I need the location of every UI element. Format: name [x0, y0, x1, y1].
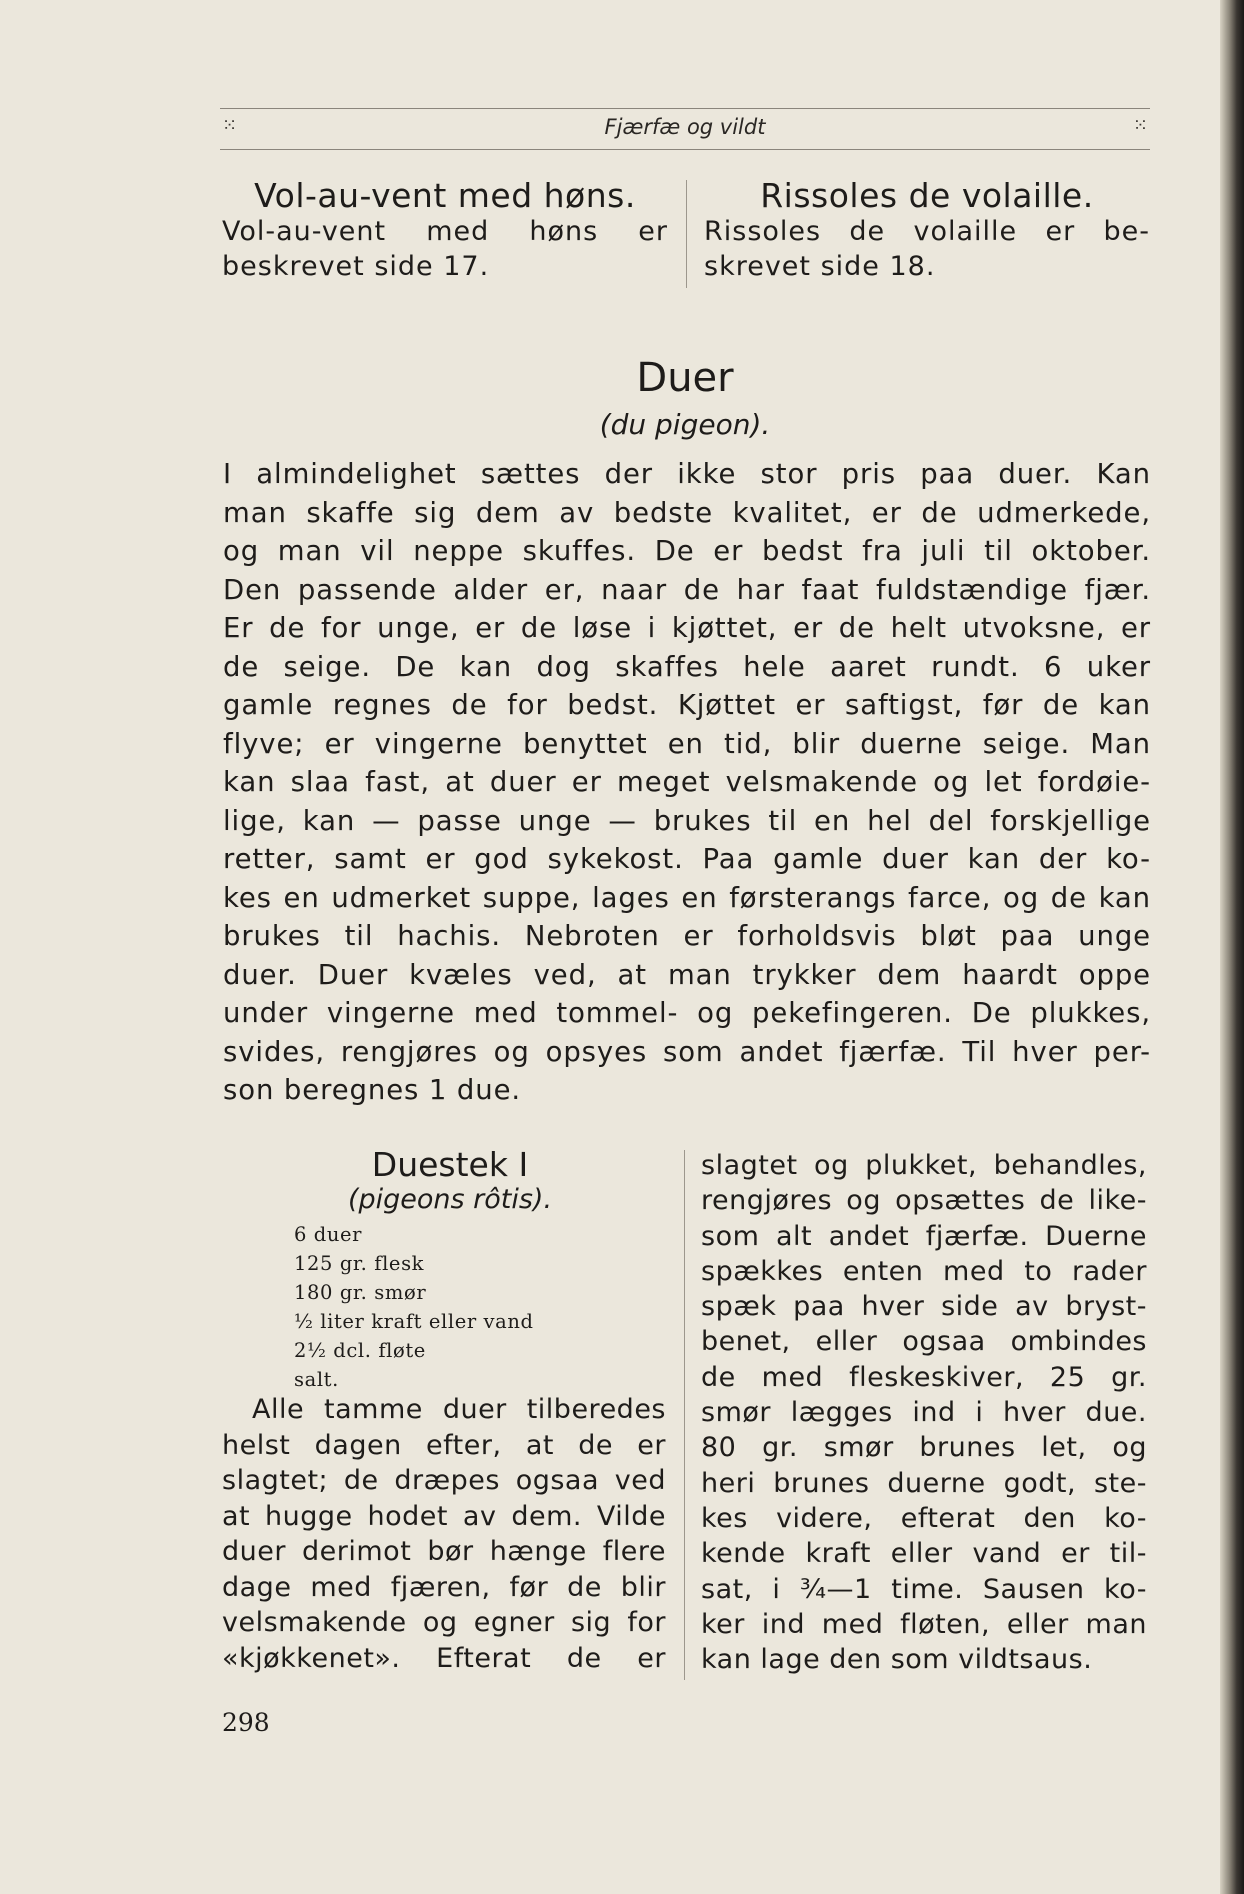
duer-line: retter, samt er god sykekost. Paa gamle duer kan der ko- — [223, 843, 1151, 875]
ingredient-item: 2½ dcl. fløte — [294, 1339, 426, 1362]
duestek-left-line: helst dagen efter, at de er — [222, 1429, 666, 1461]
book-spine-edge — [1220, 0, 1244, 1894]
duer-line: son beregnes 1 due. — [223, 1074, 522, 1106]
duer-line: brukes til hachis. Nebroten er forholdsvis bløt paa unge — [223, 920, 1151, 952]
duestek-right-line: kan lage den som vildtsaus. — [701, 1644, 1093, 1676]
running-title: Fjærfæ og vildt — [604, 115, 766, 139]
rissoles-section — [704, 176, 1150, 284]
running-header — [220, 108, 1150, 150]
vol-au-vent-line-2: beskrevet side 17. — [222, 251, 490, 282]
column-divider-bottom — [684, 1150, 685, 1680]
rissoles-title: Rissoles de volaille. — [760, 176, 1094, 215]
duer-line: lige, kan — passe unge — brukes til en hel del forskjellige — [223, 804, 1151, 837]
duer-subtitle: (du pigeon). — [599, 408, 771, 441]
duestek-right-line: rengjøres og opsættes de like- — [701, 1185, 1147, 1217]
page-number: 298 — [222, 1708, 270, 1737]
duer-title: Duer — [636, 355, 734, 401]
vol-au-vent-section — [222, 176, 668, 284]
duer-line: og man vil neppe skuffes. De er bedst fra juli til oktober. — [223, 535, 1151, 567]
duestek-right-line: sat, i ¾—1 time. Sausen ko- — [701, 1573, 1147, 1605]
column-divider-top — [686, 180, 687, 288]
duestek-left-line: dage med fjæren, før de blir — [222, 1571, 666, 1603]
duestek-title: Duestek I — [371, 1145, 529, 1184]
duestek-left-line: Alle tamme duer tilberedes — [252, 1394, 666, 1425]
duestek-left-line: duer derimot bør hænge flere — [222, 1536, 666, 1567]
vol-au-vent-title: Vol-au-vent med høns. — [254, 176, 636, 215]
duer-line: man skaffe sig dem av bedste kvalitet, er de udmerkede, — [223, 496, 1151, 529]
ornament-left-icon: ⁙ — [222, 115, 238, 136]
duestek-left-line: «kjøkkenet». Efterat de er — [222, 1642, 666, 1674]
duestek-right-line: heri brunes duerne godt, ste- — [701, 1467, 1147, 1499]
duestek-right-line: benet, eller ogsaa ombindes — [701, 1326, 1147, 1358]
ingredient-item: ½ liter kraft eller vand — [294, 1310, 534, 1333]
duestek-right-line: smør lægges ind i hver due. — [701, 1397, 1147, 1429]
duestek-right-column — [701, 1148, 1147, 1677]
duer-line: Den passende alder er, naar de har faat fuldstændige fjær. — [223, 573, 1151, 606]
duestek-right-line: ker ind med fløten, eller man — [701, 1608, 1147, 1640]
duer-paragraph — [223, 455, 1151, 1110]
duestek-subtitle: (pigeons rôtis). — [347, 1184, 553, 1215]
ingredient-item: 180 gr. smør — [294, 1281, 427, 1304]
duestek-right-line: 80 gr. smør brunes let, og — [701, 1432, 1147, 1464]
duer-line: de seige. De kan dog skaffes hele aaret rundt. 6 uker — [223, 650, 1151, 683]
duestek-left-line: at hugge hodet av dem. Vilde — [222, 1500, 666, 1532]
duer-line: Er de for unge, er de løse i kjøttet, er de helt utvoksne, er — [223, 612, 1151, 644]
duestek-left-line: slagtet; de dræpes ogsaa ved — [222, 1465, 666, 1496]
duer-line: svides, rengjøres og opsyes som andet fjærfæ. Til hver per- — [223, 1035, 1151, 1068]
duestek-right-line: kende kraft eller vand er til- — [701, 1538, 1147, 1570]
duer-line: kes en udmerket suppe, lages en førsterangs farce, og de kan — [223, 881, 1151, 914]
duer-line: kan slaa fast, at duer er meget velsmakende og let fordøie- — [223, 766, 1151, 798]
duer-line: duer. Duer kvæles ved, at man trykker dem haardt oppe — [223, 958, 1151, 991]
ingredient-item: 125 gr. flesk — [294, 1252, 425, 1275]
ingredient-list — [294, 1220, 654, 1394]
duer-line: I almindelighet sættes der ikke stor pris paa duer. Kan — [223, 458, 1151, 490]
vol-au-vent-line-1: Vol-au-vent med høns er — [222, 216, 668, 247]
duestek-right-line: slagtet og plukket, behandles, — [701, 1150, 1147, 1181]
duer-line: under vingerne med tommel- og pekefingeren. De plukkes, — [223, 997, 1151, 1029]
duer-line: flyve; er vingerne benyttet en tid, blir duerne seige. Man — [223, 727, 1151, 760]
duer-line: gamle regnes de for bedst. Kjøttet er saftigst, før de kan — [223, 689, 1151, 721]
duestek-right-line: kes videre, efterat den ko- — [701, 1502, 1147, 1534]
duestek-right-line: som alt andet fjærfæ. Duerne — [701, 1220, 1147, 1252]
duestek-right-line: spækkes enten med to rader — [701, 1255, 1147, 1287]
duestek-left-line: velsmakende og egner sig for — [222, 1607, 666, 1638]
duestek-right-line: de med fleskeskiver, 25 gr. — [701, 1361, 1147, 1393]
duestek-left-column — [222, 1392, 666, 1676]
rissoles-line-2: skrevet side 18. — [704, 251, 936, 282]
ingredient-item: 6 duer — [294, 1223, 363, 1246]
ingredient-item: salt. — [294, 1368, 339, 1391]
rissoles-line-1: Rissoles de volaille er be- — [704, 216, 1150, 247]
duestek-right-line: spæk paa hver side av bryst- — [701, 1291, 1147, 1323]
ornament-right-icon: ⁙ — [1132, 115, 1148, 136]
